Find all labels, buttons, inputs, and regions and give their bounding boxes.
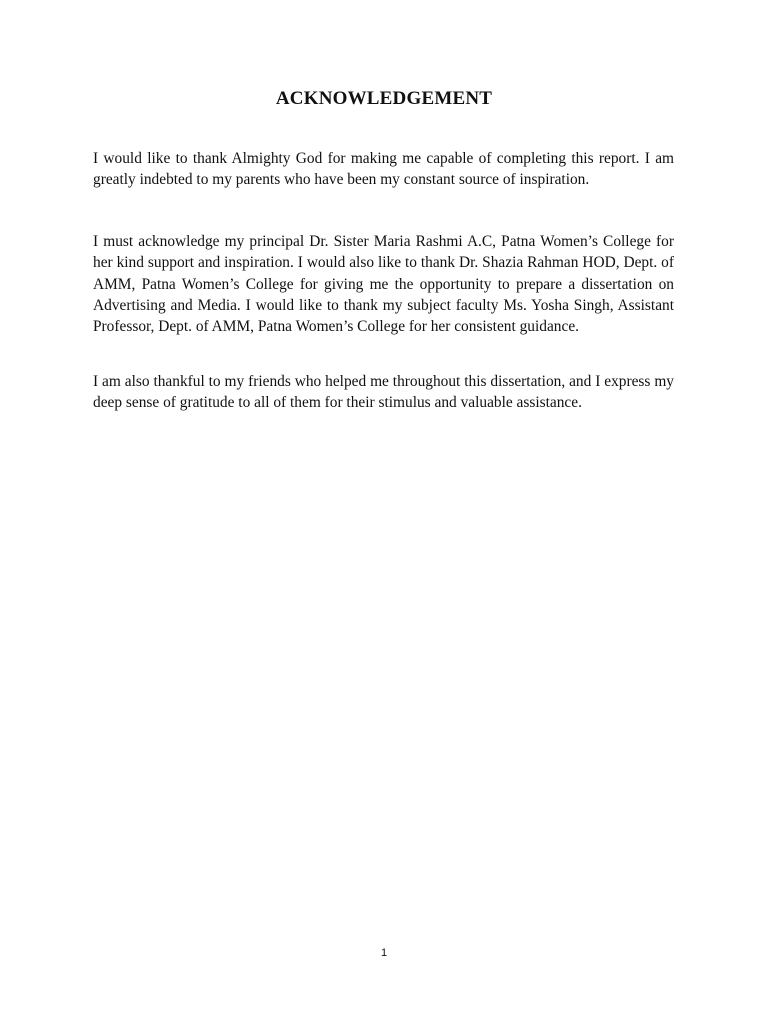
paragraph-line: her kind support and inspiration. I would also like to thank Dr. Shazia Rahman HOD, Dept. of bbox=[93, 254, 674, 272]
paragraph-gratitude-god-parents bbox=[93, 148, 674, 191]
paragraph-line: Professor, Dept. of AMM, Patna Women’s College for her consistent guidance. bbox=[93, 318, 579, 336]
paragraph-line: AMM, Patna Women’s College for giving me the opportunity to prepare a dissertation on bbox=[93, 275, 674, 293]
paragraph-friends bbox=[93, 371, 674, 414]
paragraph-line: I must acknowledge my principal Dr. Sister Maria Rashmi A.C, Patna Women’s College for bbox=[93, 233, 674, 250]
page-number: 1 bbox=[380, 947, 388, 959]
paragraph-line: I would like to thank Almighty God for making me capable of completing this report. I am bbox=[93, 150, 674, 167]
paragraph-line: I am also thankful to my friends who helped me throughout this dissertation, and I express my bbox=[93, 373, 674, 390]
paragraph-line: greatly indebted to my parents who have been my constant source of inspiration. bbox=[93, 171, 590, 189]
paragraph-line: Advertising and Media. I would like to thank my subject faculty Ms. Yosha Singh, Assistant bbox=[93, 296, 674, 314]
paragraph-college-faculty bbox=[93, 231, 674, 337]
page-title: ACKNOWLEDGEMENT bbox=[275, 88, 493, 109]
paragraph-line: deep sense of gratitude to all of them for their stimulus and valuable assistance. bbox=[93, 394, 582, 412]
